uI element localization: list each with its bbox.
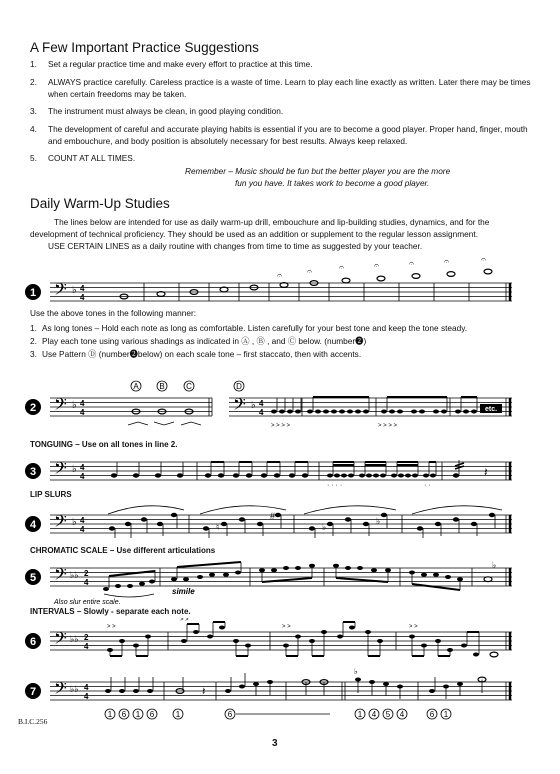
svg-text:1: 1 <box>135 710 141 719</box>
whole-notes <box>120 269 492 299</box>
svg-text:𝄐: 𝄐 <box>307 266 313 276</box>
svg-text:> >: > > <box>409 624 418 630</box>
time-signature: 4 <box>80 284 85 293</box>
slur-arcs <box>108 506 502 514</box>
bass-clef-icon: 𝄢 <box>54 460 67 482</box>
svg-text:2: 2 <box>84 633 89 642</box>
svg-text:4: 4 <box>399 710 405 719</box>
rest-icon: 𝄽 <box>484 465 488 479</box>
remember-quote-line1: Remember – Music should be fun but the better player you are the more <box>185 166 451 176</box>
music-line-7 <box>24 668 519 723</box>
svg-text:♭: ♭ <box>354 668 358 676</box>
svg-text:#: # <box>270 511 276 521</box>
music-line-6 <box>24 618 519 660</box>
shading-letter: B <box>159 382 165 391</box>
accent-marks <box>107 618 418 630</box>
intervals-label: INTERVALS – Slowly - separate each note. <box>30 607 191 616</box>
svg-text:> > > >: > > > > <box>271 423 291 429</box>
svg-text:> >: > > <box>180 618 189 623</box>
page-number: 3 <box>272 738 278 749</box>
svg-text:4: 4 <box>80 463 85 472</box>
simile-mark: simile <box>172 587 195 596</box>
svg-text:4: 4 <box>80 516 85 525</box>
svg-text:4: 4 <box>259 408 264 417</box>
svg-text:4: 4 <box>84 692 89 701</box>
lip-slurs-label: LIP SLURS <box>30 490 72 499</box>
music-line-4 <box>24 500 519 544</box>
svg-text:♭: ♭ <box>492 560 497 570</box>
flat-icon: ♭ <box>72 285 77 296</box>
svg-text:4: 4 <box>80 399 85 408</box>
svg-text:2: 2 <box>84 569 89 578</box>
also-slur-note: Also slur entire scale. <box>54 599 121 606</box>
rest-icon: 𝄽 <box>202 686 206 698</box>
music-line-5 <box>24 558 519 606</box>
svg-text:𝄐: 𝄐 <box>481 256 487 264</box>
svg-text:5: 5 <box>385 710 391 719</box>
svg-text:6: 6 <box>121 710 127 719</box>
svg-text:3: 3 <box>29 466 37 478</box>
svg-text:4: 4 <box>84 642 89 651</box>
flat-icon: ♭ <box>72 400 77 411</box>
catalog-code: B.I.C.256 <box>18 717 48 726</box>
section-title-warmup: Daily Warm-Up Studies <box>30 196 170 211</box>
svg-text:4: 4 <box>371 710 377 719</box>
svg-text:♭♭: ♭♭ <box>70 634 79 644</box>
slur-notes <box>109 513 495 531</box>
bass-clef-icon: 𝄢 <box>54 513 67 535</box>
suggestion-item: 5. COUNT AT ALL TIMES. <box>30 153 136 163</box>
svg-text:4: 4 <box>29 519 37 531</box>
svg-text:♭♭: ♭♭ <box>70 570 79 580</box>
use-manner: Use the above tones in the following manner: <box>30 308 197 318</box>
dynamic-marks <box>128 422 201 425</box>
bass-clef-icon: 𝄢 <box>54 630 67 652</box>
bass-clef-icon: 𝄢 <box>54 396 67 418</box>
manner-item: 3. Use Pattern Ⓓ (number❷below) on each scale tone – first staccato, then with accents. <box>30 349 362 359</box>
manner-item: 2. Play each tone using various shadings as indicated in Ⓐ , Ⓑ , and Ⓒ below. (number❷) <box>30 336 367 346</box>
svg-text:4: 4 <box>80 408 85 417</box>
svg-text:2: 2 <box>29 402 37 414</box>
svg-text:♮: ♮ <box>216 522 220 532</box>
section-title-practice: A Few Important Practice Suggestions <box>30 40 259 55</box>
svg-text:> >: > > <box>282 624 291 630</box>
svg-text:6: 6 <box>149 710 155 719</box>
flat-icon: ♭ <box>251 400 256 411</box>
svg-text:𝄐: 𝄐 <box>277 270 283 280</box>
svg-text:> > > >: > > > > <box>378 423 398 429</box>
fingering-numbers <box>105 709 451 719</box>
svg-text:♭: ♭ <box>322 522 327 532</box>
bass-clef-icon: 𝄢 <box>233 396 246 418</box>
svg-text:6: 6 <box>429 710 435 719</box>
use-certain-lines: USE CERTAIN LINES as a daily routine with changes from time to time as suggested by your teacher. <box>48 241 423 251</box>
svg-text:1: 1 <box>357 710 363 719</box>
svg-text:1: 1 <box>29 287 37 299</box>
svg-text:1: 1 <box>175 710 181 719</box>
svg-text:4: 4 <box>80 525 85 534</box>
svg-text:♭: ♭ <box>72 517 77 528</box>
etc-mark: etc. <box>484 406 498 413</box>
suggestion-item: 2. ALWAYS practice carefully. Careless practice is a waste of time. Learn to play each line exactly as written. Later there may be times when certain freedoms may be taken. <box>30 77 531 99</box>
shading-letter: C <box>186 382 192 391</box>
svg-text:4: 4 <box>84 683 89 692</box>
svg-text:𝄐: 𝄐 <box>409 258 415 268</box>
bass-clef-icon: 𝄢 <box>54 281 67 303</box>
suggestion-item: 4. The development of careful and accurate playing habits is essential if you are to become a good player. Proper hand, finger, mouth and embouchure, and body position is absolutely necessary for best results. Always keep relaxed. <box>30 124 528 146</box>
svg-text:𝄐: 𝄐 <box>374 260 380 270</box>
svg-text:7: 7 <box>29 686 37 698</box>
shading-letter: D <box>236 382 242 391</box>
svg-text:4: 4 <box>80 293 85 302</box>
suggestion-item: 1. Set a regular practice time and make every effort to practice at this time. <box>30 59 313 69</box>
music-line-3 <box>24 452 519 490</box>
svg-text:· · · ·: · · · · <box>327 482 343 489</box>
svg-text:𝄐: 𝄐 <box>444 256 450 266</box>
svg-text:5: 5 <box>29 572 37 584</box>
flat-icon: ♭ <box>72 464 77 475</box>
manner-item: 1. As long tones – Hold each note as long as comfortable. Listen carefully for your best tone and keep the tone steady. <box>30 323 468 333</box>
chromatic-label: CHROMATIC SCALE – Use different articulations <box>30 546 216 555</box>
svg-text:· ·: · · <box>424 482 431 489</box>
svg-text:𝄐: 𝄐 <box>339 262 345 272</box>
svg-text:♭♭: ♭♭ <box>70 684 79 694</box>
music-line-2 <box>24 378 519 440</box>
tonguing-label: TONGUING – Use on all tones in line 2. <box>30 440 178 449</box>
svg-text:6: 6 <box>227 710 233 719</box>
warmup-intro: The lines below are intended for use as daily warm-up drill, embouchure and lip-building studies, dynamics, and for the development of technical proficiency. They should be used as an addition or supplement to the regular lesson assignment. <box>30 217 490 239</box>
svg-text:4: 4 <box>259 399 264 408</box>
svg-text:♭: ♭ <box>376 516 381 526</box>
accent-marks <box>271 423 398 429</box>
svg-text:1: 1 <box>107 710 113 719</box>
svg-text:6: 6 <box>29 636 37 648</box>
svg-text:4: 4 <box>80 472 85 481</box>
bass-clef-icon: 𝄢 <box>54 680 67 702</box>
svg-text:4: 4 <box>84 578 89 587</box>
remember-quote-line2: fun you have. It takes work to become a good player. <box>235 178 430 188</box>
svg-text:1: 1 <box>443 710 449 719</box>
svg-text:> >: > > <box>107 624 116 630</box>
suggestion-item: 3. The instrument must always be clean, in good playing condition. <box>30 106 284 116</box>
shading-letter: A <box>133 382 139 391</box>
music-line-1 <box>24 256 519 306</box>
bass-clef-icon: 𝄢 <box>54 566 67 588</box>
